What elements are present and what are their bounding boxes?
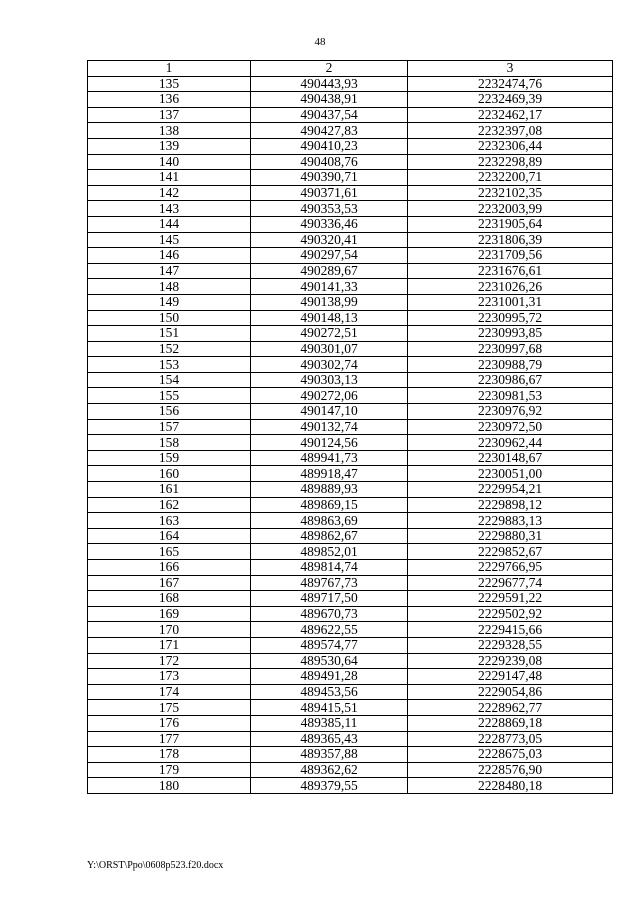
table-row xyxy=(88,154,613,170)
point-number-cell: 170 xyxy=(88,622,251,638)
table-row xyxy=(88,341,613,357)
y-coordinate-cell: 2230976,92 xyxy=(408,404,613,420)
y-coordinate-cell: 2228480,18 xyxy=(408,778,613,794)
x-coordinate-cell: 489814,74 xyxy=(251,560,408,576)
table-header-row xyxy=(88,61,613,77)
x-coordinate-cell: 489918,47 xyxy=(251,466,408,482)
y-coordinate-cell: 2229898,12 xyxy=(408,497,613,513)
x-coordinate-cell: 489717,50 xyxy=(251,591,408,607)
x-coordinate-cell: 490437,54 xyxy=(251,107,408,123)
point-number-cell: 156 xyxy=(88,404,251,420)
point-number-cell: 167 xyxy=(88,575,251,591)
table-row xyxy=(88,622,613,638)
table-row xyxy=(88,700,613,716)
point-number-cell: 162 xyxy=(88,497,251,513)
y-coordinate-cell: 2228962,77 xyxy=(408,700,613,716)
point-number-cell: 165 xyxy=(88,544,251,560)
point-number-cell: 166 xyxy=(88,560,251,576)
x-coordinate-cell: 489415,51 xyxy=(251,700,408,716)
table-row xyxy=(88,435,613,451)
y-coordinate-cell: 2231676,61 xyxy=(408,263,613,279)
table-row xyxy=(88,76,613,92)
x-coordinate-cell: 489453,56 xyxy=(251,684,408,700)
table-row xyxy=(88,201,613,217)
x-coordinate-cell: 489379,55 xyxy=(251,778,408,794)
point-number-cell: 174 xyxy=(88,684,251,700)
point-number-cell: 149 xyxy=(88,294,251,310)
point-number-cell: 176 xyxy=(88,715,251,731)
table-row xyxy=(88,591,613,607)
point-number-cell: 161 xyxy=(88,482,251,498)
point-number-cell: 179 xyxy=(88,762,251,778)
x-coordinate-cell: 490297,54 xyxy=(251,248,408,264)
y-coordinate-cell: 2228675,03 xyxy=(408,747,613,763)
point-number-cell: 158 xyxy=(88,435,251,451)
table-row xyxy=(88,575,613,591)
x-coordinate-cell: 490438,91 xyxy=(251,92,408,108)
x-coordinate-cell: 490303,13 xyxy=(251,372,408,388)
x-coordinate-cell: 490390,71 xyxy=(251,170,408,186)
x-coordinate-cell: 489622,55 xyxy=(251,622,408,638)
x-coordinate-cell: 490408,76 xyxy=(251,154,408,170)
y-coordinate-cell: 2228869,18 xyxy=(408,715,613,731)
y-coordinate-cell: 2229054,86 xyxy=(408,684,613,700)
y-coordinate-cell: 2232462,17 xyxy=(408,107,613,123)
x-coordinate-cell: 490353,53 xyxy=(251,201,408,217)
point-number-cell: 140 xyxy=(88,154,251,170)
point-number-cell: 142 xyxy=(88,185,251,201)
y-coordinate-cell: 2232469,39 xyxy=(408,92,613,108)
y-coordinate-cell: 2231709,56 xyxy=(408,248,613,264)
point-number-cell: 136 xyxy=(88,92,251,108)
x-coordinate-cell: 489491,28 xyxy=(251,669,408,685)
point-number-cell: 148 xyxy=(88,279,251,295)
table-row xyxy=(88,747,613,763)
x-coordinate-cell: 489941,73 xyxy=(251,450,408,466)
table-row xyxy=(88,170,613,186)
point-number-cell: 150 xyxy=(88,310,251,326)
table-row xyxy=(88,528,613,544)
x-coordinate-cell: 490336,46 xyxy=(251,216,408,232)
table-row xyxy=(88,778,613,794)
y-coordinate-cell: 2230993,85 xyxy=(408,326,613,342)
y-coordinate-cell: 2230997,68 xyxy=(408,341,613,357)
point-number-cell: 171 xyxy=(88,637,251,653)
point-number-cell: 173 xyxy=(88,669,251,685)
y-coordinate-cell: 2228773,05 xyxy=(408,731,613,747)
table-row xyxy=(88,637,613,653)
y-coordinate-cell: 2229954,21 xyxy=(408,482,613,498)
y-coordinate-cell: 2229677,74 xyxy=(408,575,613,591)
y-coordinate-cell: 2229502,92 xyxy=(408,606,613,622)
point-number-cell: 168 xyxy=(88,591,251,607)
x-coordinate-cell: 489357,88 xyxy=(251,747,408,763)
table-row xyxy=(88,715,613,731)
coordinates-table-wrapper xyxy=(87,60,612,794)
table-row xyxy=(88,560,613,576)
x-coordinate-cell: 489574,77 xyxy=(251,637,408,653)
x-coordinate-cell: 490443,93 xyxy=(251,76,408,92)
y-coordinate-cell: 2230962,44 xyxy=(408,435,613,451)
y-coordinate-cell: 2228576,90 xyxy=(408,762,613,778)
table-row xyxy=(88,279,613,295)
x-coordinate-cell: 489530,64 xyxy=(251,653,408,669)
x-coordinate-cell: 489362,62 xyxy=(251,762,408,778)
x-coordinate-cell: 490371,61 xyxy=(251,185,408,201)
y-coordinate-cell: 2230981,53 xyxy=(408,388,613,404)
point-number-cell: 169 xyxy=(88,606,251,622)
table-row xyxy=(88,232,613,248)
y-coordinate-cell: 2229328,55 xyxy=(408,637,613,653)
point-number-cell: 138 xyxy=(88,123,251,139)
x-coordinate-cell: 489767,73 xyxy=(251,575,408,591)
y-coordinate-cell: 2230986,67 xyxy=(408,372,613,388)
file-path-footer: Y:\ORST\Ppo\0608p523.f20.docx xyxy=(87,860,224,871)
point-number-cell: 164 xyxy=(88,528,251,544)
y-coordinate-cell: 2232306,44 xyxy=(408,138,613,154)
point-number-cell: 177 xyxy=(88,731,251,747)
point-number-cell: 135 xyxy=(88,76,251,92)
x-coordinate-cell: 490427,83 xyxy=(251,123,408,139)
point-number-cell: 145 xyxy=(88,232,251,248)
x-coordinate-cell: 490272,06 xyxy=(251,388,408,404)
point-number-cell: 141 xyxy=(88,170,251,186)
y-coordinate-cell: 2232102,35 xyxy=(408,185,613,201)
point-number-cell: 160 xyxy=(88,466,251,482)
table-row xyxy=(88,294,613,310)
point-number-cell: 172 xyxy=(88,653,251,669)
y-coordinate-cell: 2229591,22 xyxy=(408,591,613,607)
point-number-cell: 178 xyxy=(88,747,251,763)
y-coordinate-cell: 2229883,13 xyxy=(408,513,613,529)
x-coordinate-cell: 490138,99 xyxy=(251,294,408,310)
table-row xyxy=(88,263,613,279)
table-row xyxy=(88,248,613,264)
table-row xyxy=(88,388,613,404)
x-coordinate-cell: 489863,69 xyxy=(251,513,408,529)
x-coordinate-cell: 489670,73 xyxy=(251,606,408,622)
x-coordinate-cell: 490289,67 xyxy=(251,263,408,279)
y-coordinate-cell: 2230995,72 xyxy=(408,310,613,326)
table-body xyxy=(88,76,613,793)
point-number-cell: 157 xyxy=(88,419,251,435)
y-coordinate-cell: 2229880,31 xyxy=(408,528,613,544)
table-row xyxy=(88,482,613,498)
point-number-cell: 175 xyxy=(88,700,251,716)
point-number-cell: 163 xyxy=(88,513,251,529)
column-header-1: 1 xyxy=(88,61,251,77)
y-coordinate-cell: 2231001,31 xyxy=(408,294,613,310)
y-coordinate-cell: 2230148,67 xyxy=(408,450,613,466)
y-coordinate-cell: 2230051,00 xyxy=(408,466,613,482)
x-coordinate-cell: 490301,07 xyxy=(251,341,408,357)
y-coordinate-cell: 2231026,26 xyxy=(408,279,613,295)
y-coordinate-cell: 2231806,39 xyxy=(408,232,613,248)
column-header-3: 3 xyxy=(408,61,613,77)
table-row xyxy=(88,123,613,139)
y-coordinate-cell: 2232003,99 xyxy=(408,201,613,217)
y-coordinate-cell: 2229239,08 xyxy=(408,653,613,669)
y-coordinate-cell: 2232298,89 xyxy=(408,154,613,170)
table-row xyxy=(88,513,613,529)
point-number-cell: 139 xyxy=(88,138,251,154)
y-coordinate-cell: 2231905,64 xyxy=(408,216,613,232)
y-coordinate-cell: 2229415,66 xyxy=(408,622,613,638)
x-coordinate-cell: 490410,23 xyxy=(251,138,408,154)
y-coordinate-cell: 2229766,95 xyxy=(408,560,613,576)
y-coordinate-cell: 2232474,76 xyxy=(408,76,613,92)
point-number-cell: 155 xyxy=(88,388,251,404)
y-coordinate-cell: 2232397,08 xyxy=(408,123,613,139)
y-coordinate-cell: 2229852,67 xyxy=(408,544,613,560)
point-number-cell: 137 xyxy=(88,107,251,123)
y-coordinate-cell: 2230988,79 xyxy=(408,357,613,373)
x-coordinate-cell: 490272,51 xyxy=(251,326,408,342)
x-coordinate-cell: 490320,41 xyxy=(251,232,408,248)
coordinates-table xyxy=(87,60,613,794)
x-coordinate-cell: 490148,13 xyxy=(251,310,408,326)
y-coordinate-cell: 2229147,48 xyxy=(408,669,613,685)
table-row xyxy=(88,762,613,778)
x-coordinate-cell: 490147,10 xyxy=(251,404,408,420)
point-number-cell: 152 xyxy=(88,341,251,357)
x-coordinate-cell: 489862,67 xyxy=(251,528,408,544)
table-row xyxy=(88,544,613,560)
point-number-cell: 147 xyxy=(88,263,251,279)
table-row xyxy=(88,404,613,420)
point-number-cell: 154 xyxy=(88,372,251,388)
y-coordinate-cell: 2232200,71 xyxy=(408,170,613,186)
table-row xyxy=(88,669,613,685)
point-number-cell: 144 xyxy=(88,216,251,232)
x-coordinate-cell: 490302,74 xyxy=(251,357,408,373)
table-row xyxy=(88,466,613,482)
point-number-cell: 151 xyxy=(88,326,251,342)
point-number-cell: 153 xyxy=(88,357,251,373)
table-row xyxy=(88,92,613,108)
table-row xyxy=(88,450,613,466)
table-row xyxy=(88,419,613,435)
x-coordinate-cell: 489869,15 xyxy=(251,497,408,513)
point-number-cell: 159 xyxy=(88,450,251,466)
point-number-cell: 143 xyxy=(88,201,251,217)
table-row xyxy=(88,107,613,123)
table-row xyxy=(88,606,613,622)
table-row xyxy=(88,497,613,513)
table-row xyxy=(88,216,613,232)
table-row xyxy=(88,138,613,154)
table-row xyxy=(88,372,613,388)
x-coordinate-cell: 490124,56 xyxy=(251,435,408,451)
table-row xyxy=(88,653,613,669)
table-row xyxy=(88,326,613,342)
x-coordinate-cell: 489365,43 xyxy=(251,731,408,747)
x-coordinate-cell: 489852,01 xyxy=(251,544,408,560)
point-number-cell: 180 xyxy=(88,778,251,794)
x-coordinate-cell: 489385,11 xyxy=(251,715,408,731)
table-row xyxy=(88,357,613,373)
table-row xyxy=(88,310,613,326)
table-row xyxy=(88,684,613,700)
page-number: 48 xyxy=(314,36,326,48)
table-row xyxy=(88,731,613,747)
x-coordinate-cell: 489889,93 xyxy=(251,482,408,498)
x-coordinate-cell: 490141,33 xyxy=(251,279,408,295)
point-number-cell: 146 xyxy=(88,248,251,264)
y-coordinate-cell: 2230972,50 xyxy=(408,419,613,435)
column-header-2: 2 xyxy=(251,61,408,77)
table-row xyxy=(88,185,613,201)
x-coordinate-cell: 490132,74 xyxy=(251,419,408,435)
